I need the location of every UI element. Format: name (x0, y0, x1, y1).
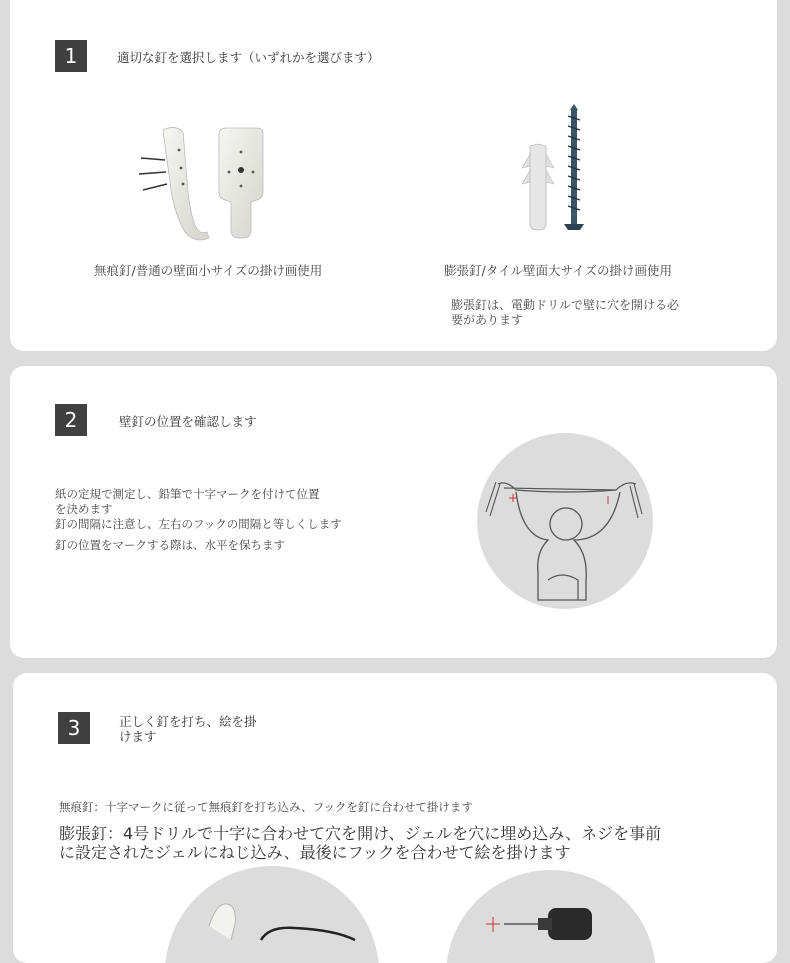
expansion-nail-caption: 膨張釘/タイル壁面大サイズの掛け画使用 (444, 263, 672, 278)
step2-line-3: 釘の位置をマークする際は、水平を保ちます (55, 538, 285, 552)
seamless-nail-image (135, 120, 275, 245)
drill-image (446, 870, 656, 940)
step3-number-badge: 3 (58, 712, 90, 744)
step2-title: 壁釘の位置を確認します (119, 414, 257, 429)
marking-position-diagram (476, 432, 656, 612)
step1-title: 適切な釘を選択します（いずれかを選びます） (117, 50, 380, 65)
step3-seamless-instruction: 無痕釘：十字マークに従って無痕釘を打ち込み、フックを釘に合わせて掛けます (59, 800, 473, 814)
seamless-nail-caption: 無痕釘/普通の壁面小サイズの掛け画使用 (94, 263, 323, 278)
expansion-nail-note: 膨張釘は、電動ドリルで壁に穴を開ける必要があります (451, 298, 680, 327)
step2-line-2: 釘の間隔に注意し、左右のフックの間隔と等しくします (55, 517, 342, 531)
hanging-hook-image (165, 866, 379, 940)
step2-number-badge: 2 (55, 404, 87, 436)
step3-title: 正しく釘を打ち、絵を掛けます (119, 714, 257, 744)
step3-expansion-instruction: 膨張釘：4号ドリルで十字に合わせて穴を開け、ジェルを穴に埋め込み、ネジを事前に設定されたジェルにねじ込み、最後にフックを合わせて絵を掛けます (59, 824, 662, 862)
step1-number-badge: 1 (55, 40, 87, 72)
step2-line-1: 紙の定規で測定し、鉛筆で十字マークを付けて位置を決めます (55, 487, 320, 516)
expansion-nail-image (518, 104, 598, 236)
